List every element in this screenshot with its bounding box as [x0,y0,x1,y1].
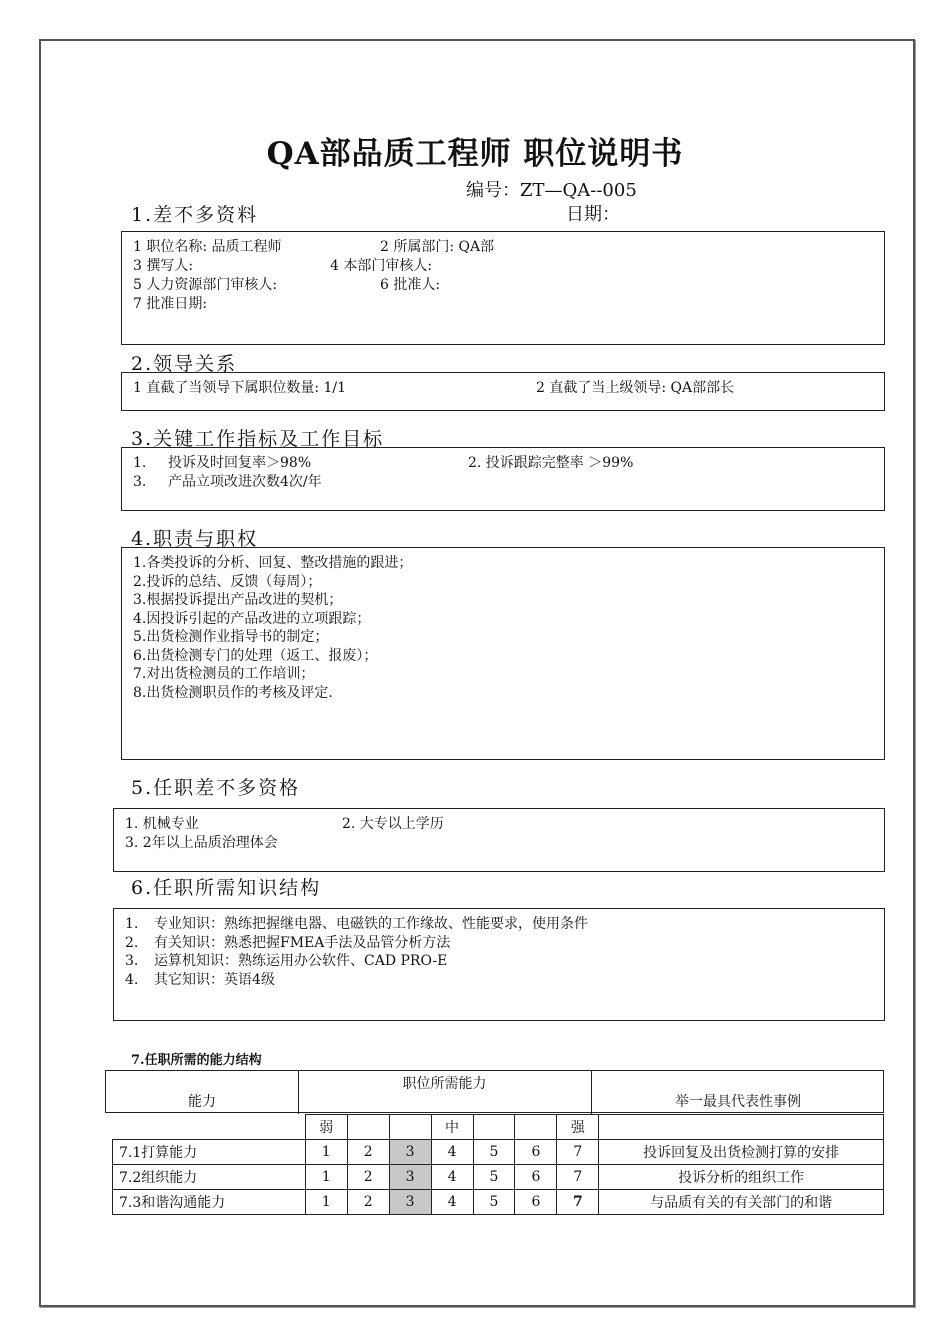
ability-table [112,1114,884,1215]
level-cell: 4 [431,1140,473,1165]
empty-cell [389,1115,431,1140]
section-7-title: 7.任职所需的能力结构 [131,1053,262,1068]
section-5-title: 5.任职差不多资格 [131,777,301,799]
qualification-major: 1. 机械专业 [125,816,199,832]
kpi-3-number: 3. [133,474,147,490]
ability-name: 7.3和谐沟通能力 [113,1190,306,1215]
level-cell: 6 [515,1190,557,1215]
position-name: 1 职位名称: 品质工程师 [133,239,282,255]
kpi-2: 2. 投诉跟踪完整率 ＞99% [468,455,634,471]
scale-weak: 弱 [305,1115,347,1140]
knowledge-item: 专业知识：熟练把握继电器、电磁铁的工作缘故、性能要求，使用条件 [154,916,588,932]
level-cell: 7 [557,1165,599,1190]
duties-box [121,547,885,760]
qualification-education: 2. 大专以上学历 [342,816,444,832]
level-cell-selected: 3 [389,1190,431,1215]
knowledge-number: 4. [125,972,139,988]
dept-reviewer: 4 本部门审核人: [330,258,433,274]
level-cell: 6 [515,1165,557,1190]
knowledge-box [113,908,885,1021]
level-cell: 5 [473,1165,515,1190]
scale-row [113,1115,884,1140]
duty-item: 1.各类投诉的分析、回复、整改措施的跟进； [133,555,413,571]
duty-item: 8.出货检测职员作的考核及评定. [133,685,333,701]
duty-item: 3.根据投诉提出产品改进的契机； [133,592,343,608]
level-cell: 2 [347,1140,389,1165]
ability-row [113,1190,884,1215]
ability-row [113,1140,884,1165]
level-cell: 1 [305,1190,347,1215]
knowledge-item: 其它知识：英语4级 [154,972,275,988]
header-required: 职位所需能力 [402,1076,487,1092]
empty-cell [473,1115,515,1140]
ability-name: 7.2组织能力 [113,1165,306,1190]
kpi-3: 产品立项改进次数4次/年 [168,474,322,490]
header-ability: 能力 [188,1094,216,1110]
header-example: 举一最具代表性事例 [675,1094,801,1110]
department: 2 所属部门: QA部 [380,239,495,255]
level-cell: 7 [557,1140,599,1165]
level-cell: 4 [431,1165,473,1190]
level-cell-selected: 3 [389,1140,431,1165]
level-cell: 1 [305,1140,347,1165]
scale-mid: 中 [431,1115,473,1140]
scale-strong: 强 [557,1115,599,1140]
section-6-title: 6.任职所需知识结构 [131,877,322,899]
ability-example: 投诉回复及出货检测打算的安排 [599,1140,884,1165]
knowledge-item: 有关知识：熟悉把握FMEA手法及品管分析方法 [154,935,451,951]
page-title: QA部品质工程师 职位说明书 [266,136,684,172]
knowledge-number: 2. [125,935,139,951]
level-cell: 5 [473,1140,515,1165]
duty-item: 6.出货检测专门的处理（返工、报废）； [133,648,378,664]
knowledge-number: 1. [125,916,139,932]
ability-header [105,1070,884,1113]
knowledge-number: 3. [125,953,139,969]
level-cell: 5 [473,1190,515,1215]
level-cell: 1 [305,1165,347,1190]
qualification-box [113,808,885,872]
duty-item: 7.对出货检测员的工作培训； [133,666,315,682]
ability-row [113,1165,884,1190]
section-4-title: 4.职责与职权 [131,528,259,550]
direct-reports: 1 直截了当领导下属职位数量: 1/1 [133,380,347,396]
level-cell-selected: 3 [389,1165,431,1190]
reporting-box [121,372,885,411]
level-cell: 6 [515,1140,557,1165]
level-cell: 2 [347,1165,389,1190]
ability-name: 7.1打算能力 [113,1140,306,1165]
section-2-title: 2.领导关系 [131,353,238,375]
empty-cell [599,1115,884,1140]
section-3-title: 3.关键工作指标及工作目标 [131,428,385,450]
hr-reviewer: 5 人力资源部门审核人: [133,277,278,293]
direct-superior: 2 直截了当上级领导: QA部部长 [536,380,735,396]
ability-example: 与品质有关的有关部门的和谐 [599,1190,884,1215]
ability-example: 投诉分析的组织工作 [599,1165,884,1190]
level-cell: 4 [431,1190,473,1215]
kpi-box [121,447,885,511]
level-cell: 7 [557,1190,599,1215]
level-cell: 2 [347,1190,389,1215]
date-label: 日期： [566,204,620,225]
empty-cell [347,1115,389,1140]
writer: 3 撰写人: [133,258,194,274]
empty-cell [113,1115,306,1140]
document-code: 编号：ZT—QA--005 [466,180,637,201]
basic-info-box [121,231,885,345]
approval-date: 7 批准日期: [133,296,208,312]
qualification-experience: 3. 2年以上品质治理体会 [125,835,278,851]
approver: 6 批准人: [380,277,441,293]
knowledge-item: 运算机知识：熟练运用办公软件、CAD PRO-E [154,953,448,969]
duty-item: 2.投诉的总结、反馈（每周）； [133,574,322,590]
duty-item: 5.出货检测作业指导书的制定； [133,629,329,645]
section-1-title: 1.差不多资料 [131,204,259,226]
kpi-1: 投诉及时回复率＞98% [168,455,312,471]
duty-item: 4.因投诉引起的产品改进的立项跟踪； [133,611,371,627]
empty-cell [515,1115,557,1140]
kpi-1-number: 1. [133,455,147,471]
